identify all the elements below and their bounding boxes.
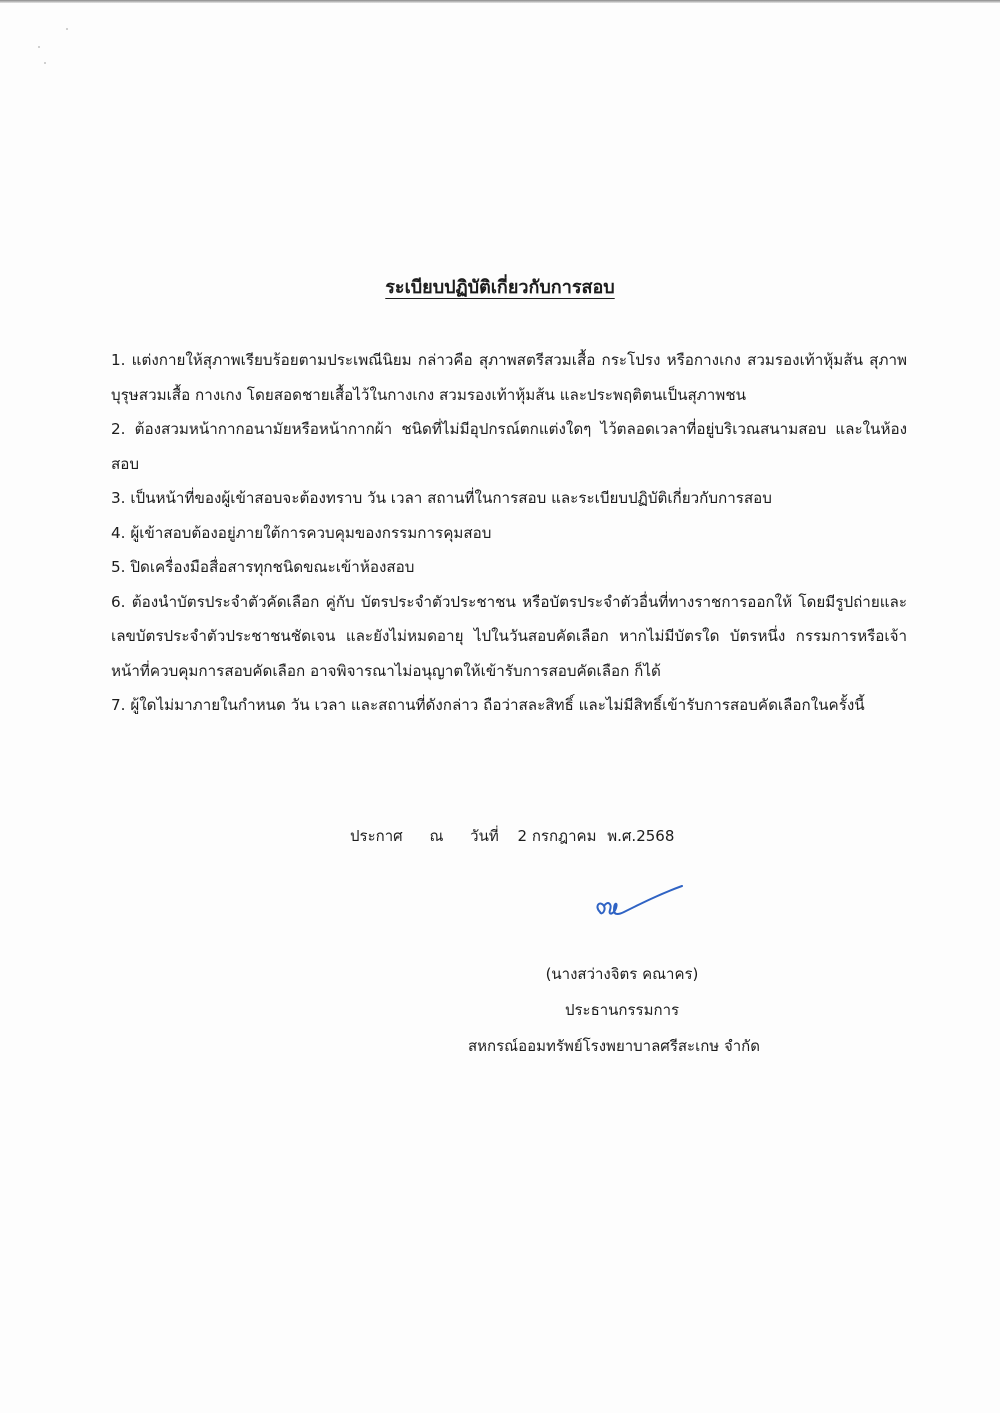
rules-list (111, 343, 907, 723)
rule-item: 5. ปิดเครื่องมือสื่อสารทุกชนิดขณะเข้าห้องสอบ (111, 558, 415, 576)
scan-speck (38, 46, 40, 48)
announcement-year: พ.ศ.2568 (607, 827, 675, 845)
announcement-at: ณ (429, 827, 444, 845)
rule-item: 3. เป็นหน้าที่ของผู้เข้าสอบจะต้องทราบ วัน เวลา สถานที่ในการสอบ และระเบียบปฏิบัติเกี่ยวกับการสอบ (111, 489, 772, 507)
rule-item: 6. ต้องนำบัตรประจำตัวคัดเลือก คู่กับ บัตรประจำตัวประชาชน หรือบัตรประจำตัวอื่นที่ทางราชการออกให้ โดยมีรูปถ่ายและเลขบัตรประจำตัวประชาชนชัดเจน และยังไม่หมดอายุ ไปในวันสอบคัดเลือก หากไม่มีบัตรใด บัตรหนึ่ง กรรมการหรือเจ้าหน้าที่ควบคุมการสอบคัดเลือก อาจพิจารณาไม่อนุญาตให้เข้ารับการสอบคัดเลือก ก็ได้ (111, 592, 907, 680)
announcement-date: 2 กรกฎาคม (517, 827, 597, 845)
scan-speck (44, 62, 46, 64)
rule-item: 4. ผู้เข้าสอบต้องอยู่ภายใต้การควบคุมของกรรมการคุมสอบ (111, 523, 492, 542)
rule-item: 2. ต้องสวมหน้ากากอนามัยหรือหน้ากากผ้า ชนิดที่ไม่มีอุปกรณ์ตกแต่งใดๆ ไว้ตลอดเวลาที่อยู่บริเวณสนามสอบ และในห้องสอบ (111, 420, 907, 473)
scan-top-edge (0, 0, 1000, 3)
rule-item: 1. แต่งกายให้สุภาพเรียบร้อยตามประเพณีนิยม กล่าวคือ สุภาพสตรีสวมเสื้อ กระโปรง หรือกางเกง สวมรองเท้าหุ้มส้น สุภาพบุรุษสวมเสื้อ กางเกง โดยสอดชายเสื้อไว้ในกางเกง สวมรองเท้าหุ้มส้น และประพฤติตนเป็นสุภาพชน (111, 351, 907, 404)
announcement-prefix: ประกาศ (350, 827, 403, 845)
rule-item: 7. ผู้ใดไม่มาภายในกำหนด วัน เวลา และสถานที่ดังกล่าว ถือว่าสละสิทธิ์ และไม่มีสิทธิ์เข้ารับการสอบคัดเลือกในครั้งนี้ (111, 696, 865, 714)
scan-speck (66, 28, 68, 30)
signature-mark (590, 880, 690, 930)
announcement-date-label: วันที่ (470, 827, 499, 845)
document-title: ระเบียบปฏิบัติเกี่ยวกับการสอบ (385, 277, 615, 298)
signer-name: (นางสว่างจิตร คณาคร) (545, 965, 699, 983)
signature-stroke (597, 886, 682, 914)
signer-position: ประธานกรรมการ (564, 1001, 680, 1019)
announcement-line (350, 823, 674, 849)
signer-organization: สหกรณ์ออมทรัพย์โรงพยาบาลศรีสะเกษ จำกัด (468, 1037, 760, 1055)
